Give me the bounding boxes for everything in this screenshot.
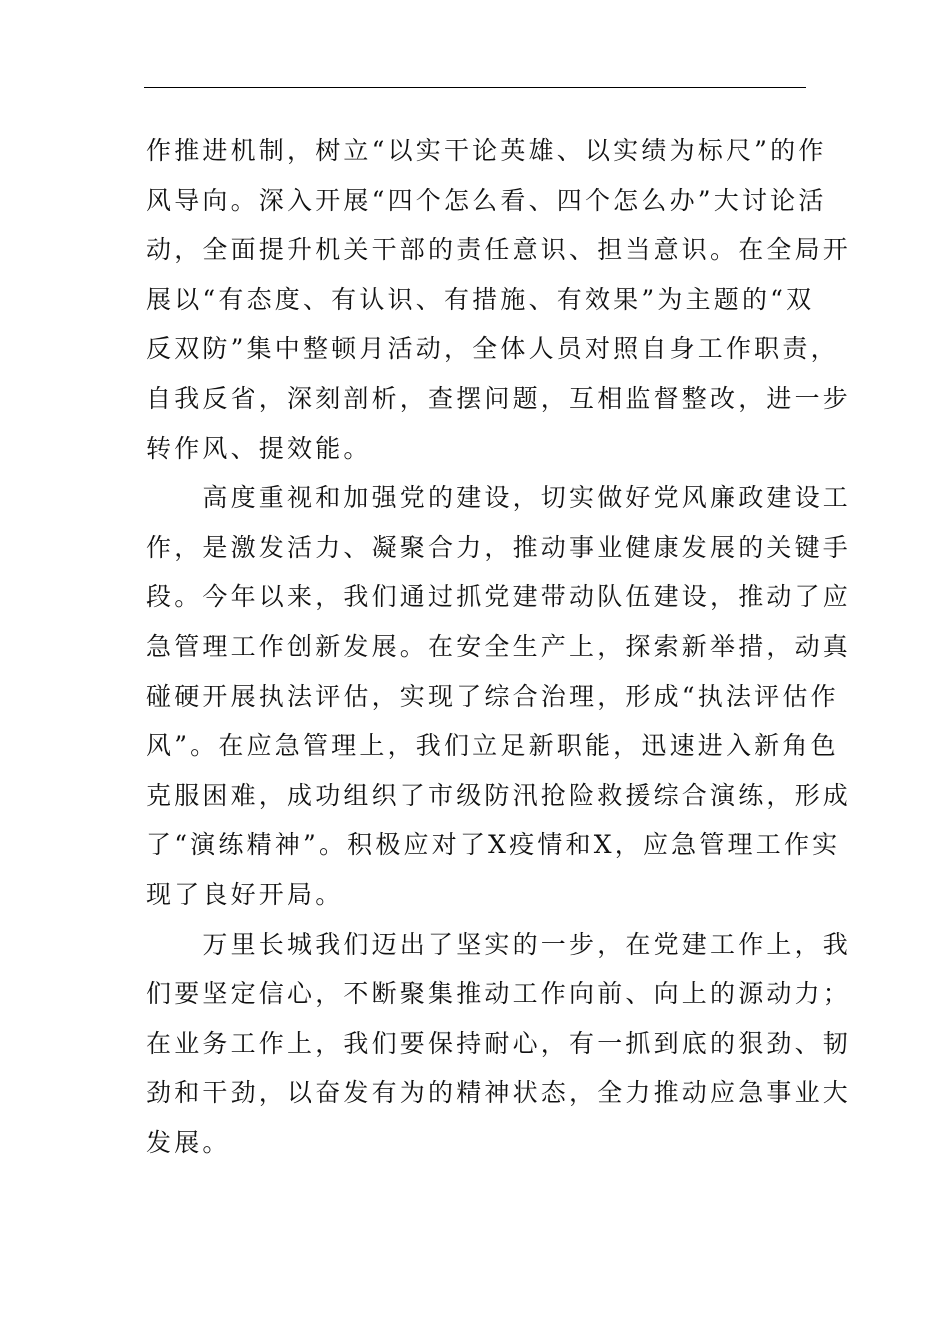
paragraph: [146, 126, 852, 473]
text-line: 们要坚定信心，不断聚集推动工作向前、向上的源动力；: [146, 979, 852, 1009]
text-line: 段。今年以来，我们通过抓党建带动队伍建设，推动了应: [146, 582, 852, 612]
document-body: [146, 126, 852, 1167]
text-line: 急管理工作创新发展。在安全生产上，探索新举措，动真: [146, 631, 852, 661]
text-line: 碰硬开展执法评估，实现了综合治理，形成“执法评估作: [146, 681, 839, 711]
text-line: 现了良好开局。: [146, 879, 344, 909]
text-line: 作推进机制，树立“以实干论英雄、以实绩为标尺”的作: [146, 136, 827, 165]
text-line: 劲和干劲，以奋发有为的精神状态，全力推动应急事业大: [146, 1078, 852, 1108]
text-line: 风导向。深入开展“四个怎么看、四个怎么办”大讨论活: [146, 185, 827, 215]
text-line: 万里长城我们迈出了坚实的一步，在党建工作上，我: [146, 929, 852, 959]
paragraph: [146, 473, 852, 919]
text-line: 克服困难，成功组织了市级防汛抢险救援综合演练，形成: [146, 780, 852, 810]
text-line: 动，全面提升机关干部的责任意识、担当意识。在全局开: [146, 235, 852, 265]
text-line: 转作风、提效能。: [146, 433, 372, 463]
text-line: 高度重视和加强党的建设，切实做好党风廉政建设工: [146, 483, 852, 513]
text-line: 展以“有态度、有认识、有措施、有效果”为主题的“双: [146, 284, 815, 314]
text-line: 风”。在应急管理上，我们立足新职能，迅速进入新角色: [146, 731, 839, 761]
text-line: 了“演练精神”。积极应对了X疫情和X，应急管理工作实: [146, 830, 841, 860]
text-line: 作，是激发活力、凝聚合力，推动事业健康发展的关键手: [146, 532, 852, 562]
text-line: 自我反省，深刻剖析，查摆问题，互相监督整改，进一步: [146, 383, 852, 413]
text-line: 发展。: [146, 1127, 231, 1157]
text-line: 在业务工作上，我们要保持耐心，有一抓到底的狠劲、韧: [146, 1028, 852, 1058]
text-line: 反双防”集中整顿月活动，全体人员对照自身工作职责，: [146, 334, 839, 364]
header-rule: [144, 87, 806, 88]
paragraph: [146, 920, 852, 1168]
